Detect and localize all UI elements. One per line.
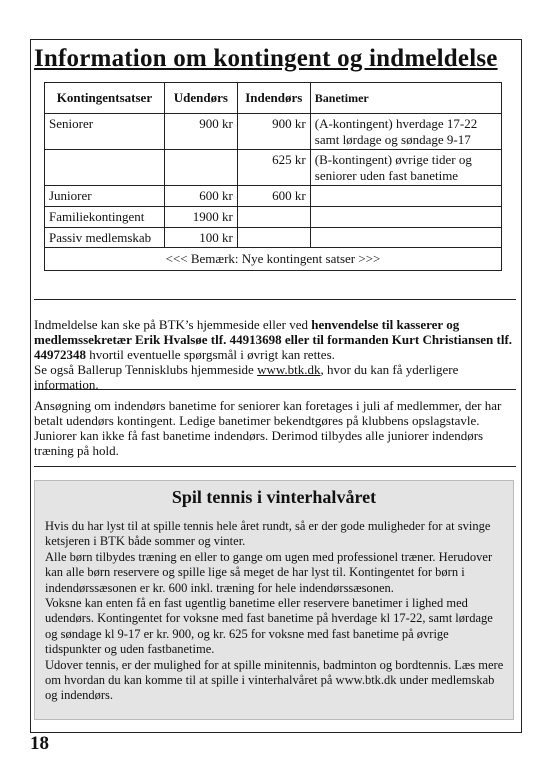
court-booking-info (34, 398, 514, 458)
winter-paragraph: Voksne kan enten få en fast ugentlig banetime eller reservere banetimer i lighed med udendørs. Kontingentet for voksne med fast banetime på hverdage kl 17-22, samt lørdage og søndage kl 9-17 er kr. 900, og kr. 625 for voksne med fast banetime på øvrige tidspunkter og uden fastbanetime. (45, 596, 493, 657)
column-header: Indendørs (237, 83, 310, 114)
table-cell (310, 227, 501, 248)
table-cell (237, 206, 310, 227)
table-cell (45, 150, 165, 186)
section-divider (34, 299, 516, 300)
section-divider (34, 466, 516, 467)
table-cell: 900 kr (164, 114, 237, 150)
table-row (45, 114, 502, 150)
winter-paragraph: Hvis du har lyst til at spille tennis hele året rundt, så er der gode muligheder for at svinge ketsjeren i BTK både sommer og vinter. (45, 519, 491, 549)
section-divider (34, 389, 516, 390)
table-cell: Familiekontingent (45, 206, 165, 227)
contact-info: henvendelse til kasserer og medlemssekretær Erik Hvalsøe tlf. 44913698 eller til formanden Kurt Christiansen tlf. 44972348 (34, 317, 513, 362)
table-cell: 625 kr (237, 150, 310, 186)
column-header: Kontingentsatser (45, 83, 165, 114)
table-cell: 100 kr (164, 227, 237, 248)
table-cell (310, 186, 501, 207)
table-cell: (A-kontingent) hverdage 17-22 samt lørdage og søndage 9-17 (310, 114, 501, 150)
column-header: Udendørs (164, 83, 237, 114)
page-title: Information om kontingent og indmeldelse (34, 45, 498, 72)
table-row (45, 227, 502, 248)
table-cell (164, 150, 237, 186)
table-cell: 600 kr (164, 186, 237, 207)
table-note-row (45, 248, 502, 271)
winter-paragraph: Alle børn tilbydes træning en eller to gange om ugen med professionel træner. Herudover kan alle børn reservere og spille lige så meget de har lyst til. Kontingentet for børn i indendørssæsonen er kr. 600 inkl. træning for hele indendørssæsonen. (45, 549, 493, 595)
winter-paragraph: Udover tennis, er der mulighed for at spille minitennis, badminton og bordtennis. Læs mere om hvordan du kan komme til at spille i vinterhalvåret på www.btk.dk under medlemskab og indendørs. (45, 657, 504, 703)
page-number: 18 (30, 733, 49, 754)
winter-text (45, 519, 507, 704)
info-text: , hvor du kan få yderligere information. (34, 362, 459, 392)
enrollment-info (34, 317, 514, 392)
table-cell: Passiv medlemskab (45, 227, 165, 248)
info-text: hvortil eventuelle spørgsmål i øvrigt kan rettes. (86, 347, 335, 362)
column-header: Banetimer (310, 83, 501, 114)
table-cell: 600 kr (237, 186, 310, 207)
info-text: Juniorer kan ikke få fast banetime indendørs. Derimod tilbydes alle juniorer indendørs træning på hold. (34, 428, 484, 458)
table-row (45, 186, 502, 207)
table-row (45, 206, 502, 227)
membership-fee-table (44, 82, 502, 271)
website-link[interactable]: www.btk.dk (257, 362, 321, 377)
table-header-row (45, 83, 502, 114)
winter-title: Spil tennis i vinterhalvåret (171, 487, 377, 507)
table-cell (310, 206, 501, 227)
winter-tennis-box (34, 480, 514, 720)
table-cell (237, 227, 310, 248)
table-cell: 900 kr (237, 114, 310, 150)
table-cell: Juniorer (45, 186, 165, 207)
info-text: Se også Ballerup Tennisklubs hjemmeside (34, 362, 258, 377)
table-cell: (B-kontingent) øvrige tider og seniorer uden fast banetime (310, 150, 501, 186)
info-text: Ansøgning om indendørs banetime for seniorer kan foretages i juli af medlemmer, der har betalt udendørs kontingent. Ledige banetimer bekendtgøres på klubbens opslagstavle. (34, 398, 502, 428)
fee-note: <<< Bemærk: Nye kontingent satser >>> (45, 248, 502, 271)
table-row (45, 150, 502, 186)
info-text: Indmeldelse kan ske på BTK’s hjemmeside eller ved (34, 317, 312, 332)
table-cell: 1900 kr (164, 206, 237, 227)
table-cell: Seniorer (45, 114, 165, 150)
